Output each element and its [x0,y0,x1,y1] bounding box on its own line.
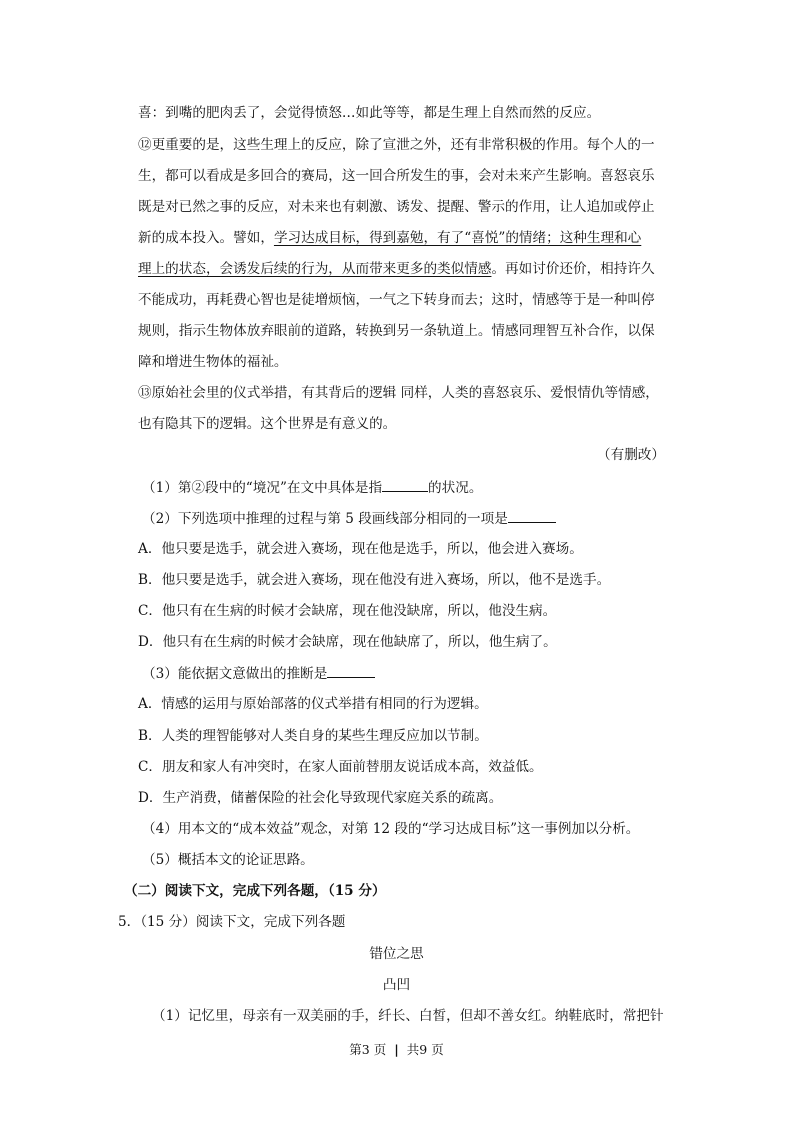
question-2-option-b: B．他只要是选手，就会进入赛场，现在他没有进入赛场，所以，他不是选手。 [138,572,611,588]
question-2-option-d: D．他只有在生病的时候才会缺席，现在他缺席了，所以，他生病了。 [138,634,557,650]
question-3-option-d: D．生产消费，储蓄保险的社会化导致现代家庭关系的疏离。 [138,790,503,806]
paragraph-12-line-1: ⑫更重要的是，这些生理上的反应，除了宣泄之外，还有非常积极的作用。每个人的一 [138,137,655,153]
answer-blank-2 [508,508,556,523]
paragraph-12-line-7: 规则，指示生物体放弃眼前的道路，转换到另一条轨道上。情感同理智互补合作，以保 [138,323,655,339]
underlined-passage-part-1: 学习达成目标，得到嘉勉，有了“喜悦”的情绪；这种生理和心 [273,230,642,246]
page-footer [0,1040,793,1058]
essay-title: 错位之思 [369,946,424,962]
paragraph-12-line-3: 既是对已然之事的反应，对未来也有刺激、诱发、提醒、警示的作用，让人追加或停止 [138,199,655,215]
question-1-text: （1）第②段中的“境况”在文中具体是指 [142,480,383,496]
underlined-passage-part-2: 理上的状态，会诱发后续的行为，从而带来更多的类似情感 [138,261,492,277]
question-3 [142,663,375,684]
question-2-text: （2）下列选项中推理的过程与第 5 段画线部分相同的一项是 [142,511,508,527]
paragraph-12-line-4-text: 新的成本投入。譬如， [138,230,274,246]
section-2-heading: （二）阅读下文，完成下列各题，（15 分） [124,883,386,899]
paragraph-12-line-4 [138,228,641,248]
question-4: （4）用本文的“成本效益”观念，对第 12 段的“学习达成目标”这一事例加以分析。 [142,821,640,837]
paragraph-11-tail: 喜：到嘴的肥肉丢了，会觉得愤怒…如此等等，都是生理上自然而然的反应。 [138,105,601,121]
footer-separator: | [394,1042,399,1057]
question-2-option-a: A．他只要是选手，就会进入赛场，现在他是选手，所以，他会进入赛场。 [138,541,583,557]
question-3-option-c: C．朋友和家人有冲突时，在家人面前替朋友说话成本高，效益低。 [138,759,543,775]
question-3-option-b: B．人类的理智能够对人类自身的某些生理反应加以节制。 [138,728,488,744]
paragraph-12-line-5-text: 。再如讨价还价，相持许久 [491,261,655,277]
paragraph-12-line-8: 障和增进生物体的福祉。 [138,354,288,370]
essay-author: 凸凹 [382,977,411,993]
question-3-text: （3）能依据文意做出的推断是 [142,666,328,682]
question-5-title: 5．（15 分）阅读下文，完成下列各题 [118,914,346,930]
paragraph-12-line-2: 生，都可以看成是多回合的赛局，这一回合所发生的事，会对未来产生影响。喜怒哀乐 [138,168,655,184]
paragraph-13-line-2: 也有隐其下的逻辑。这个世界是有意义的。 [138,416,397,432]
answer-blank-3 [327,663,375,678]
question-5: （5）概括本文的论证思路。 [142,852,314,868]
page-number: 第3 页 [349,1042,387,1057]
page-total: 共9 页 [406,1042,444,1057]
abridged-note: （有删改） [597,447,665,463]
question-1-suffix: 的状况。 [428,480,483,496]
question-2-option-c: C．他只有在生病的时候才会缺席，现在他没缺席，所以，他没生病。 [138,603,557,619]
question-2 [142,508,556,529]
paragraph-12-line-6: 不能成功，再耗费心智也是徒增烦恼，一气之下转身而去；这时，情感等于是一种叫停 [138,292,655,308]
essay-first-line: （1）记忆里，母亲有一双美丽的手，纤长、白皙，但却不善女红。纳鞋底时，常把针 [152,1008,664,1024]
answer-blank-1 [382,477,428,492]
question-3-option-a: A．情感的运用与原始部落的仪式举措有相同的行为逻辑。 [138,696,488,712]
paragraph-12-line-5 [138,259,655,279]
question-1 [142,477,482,498]
paragraph-13-line-1: ⑬原始社会里的仪式举措，有其背后的逻辑 同样，人类的喜怒哀乐、爱恨情仇等情感， [138,385,659,401]
